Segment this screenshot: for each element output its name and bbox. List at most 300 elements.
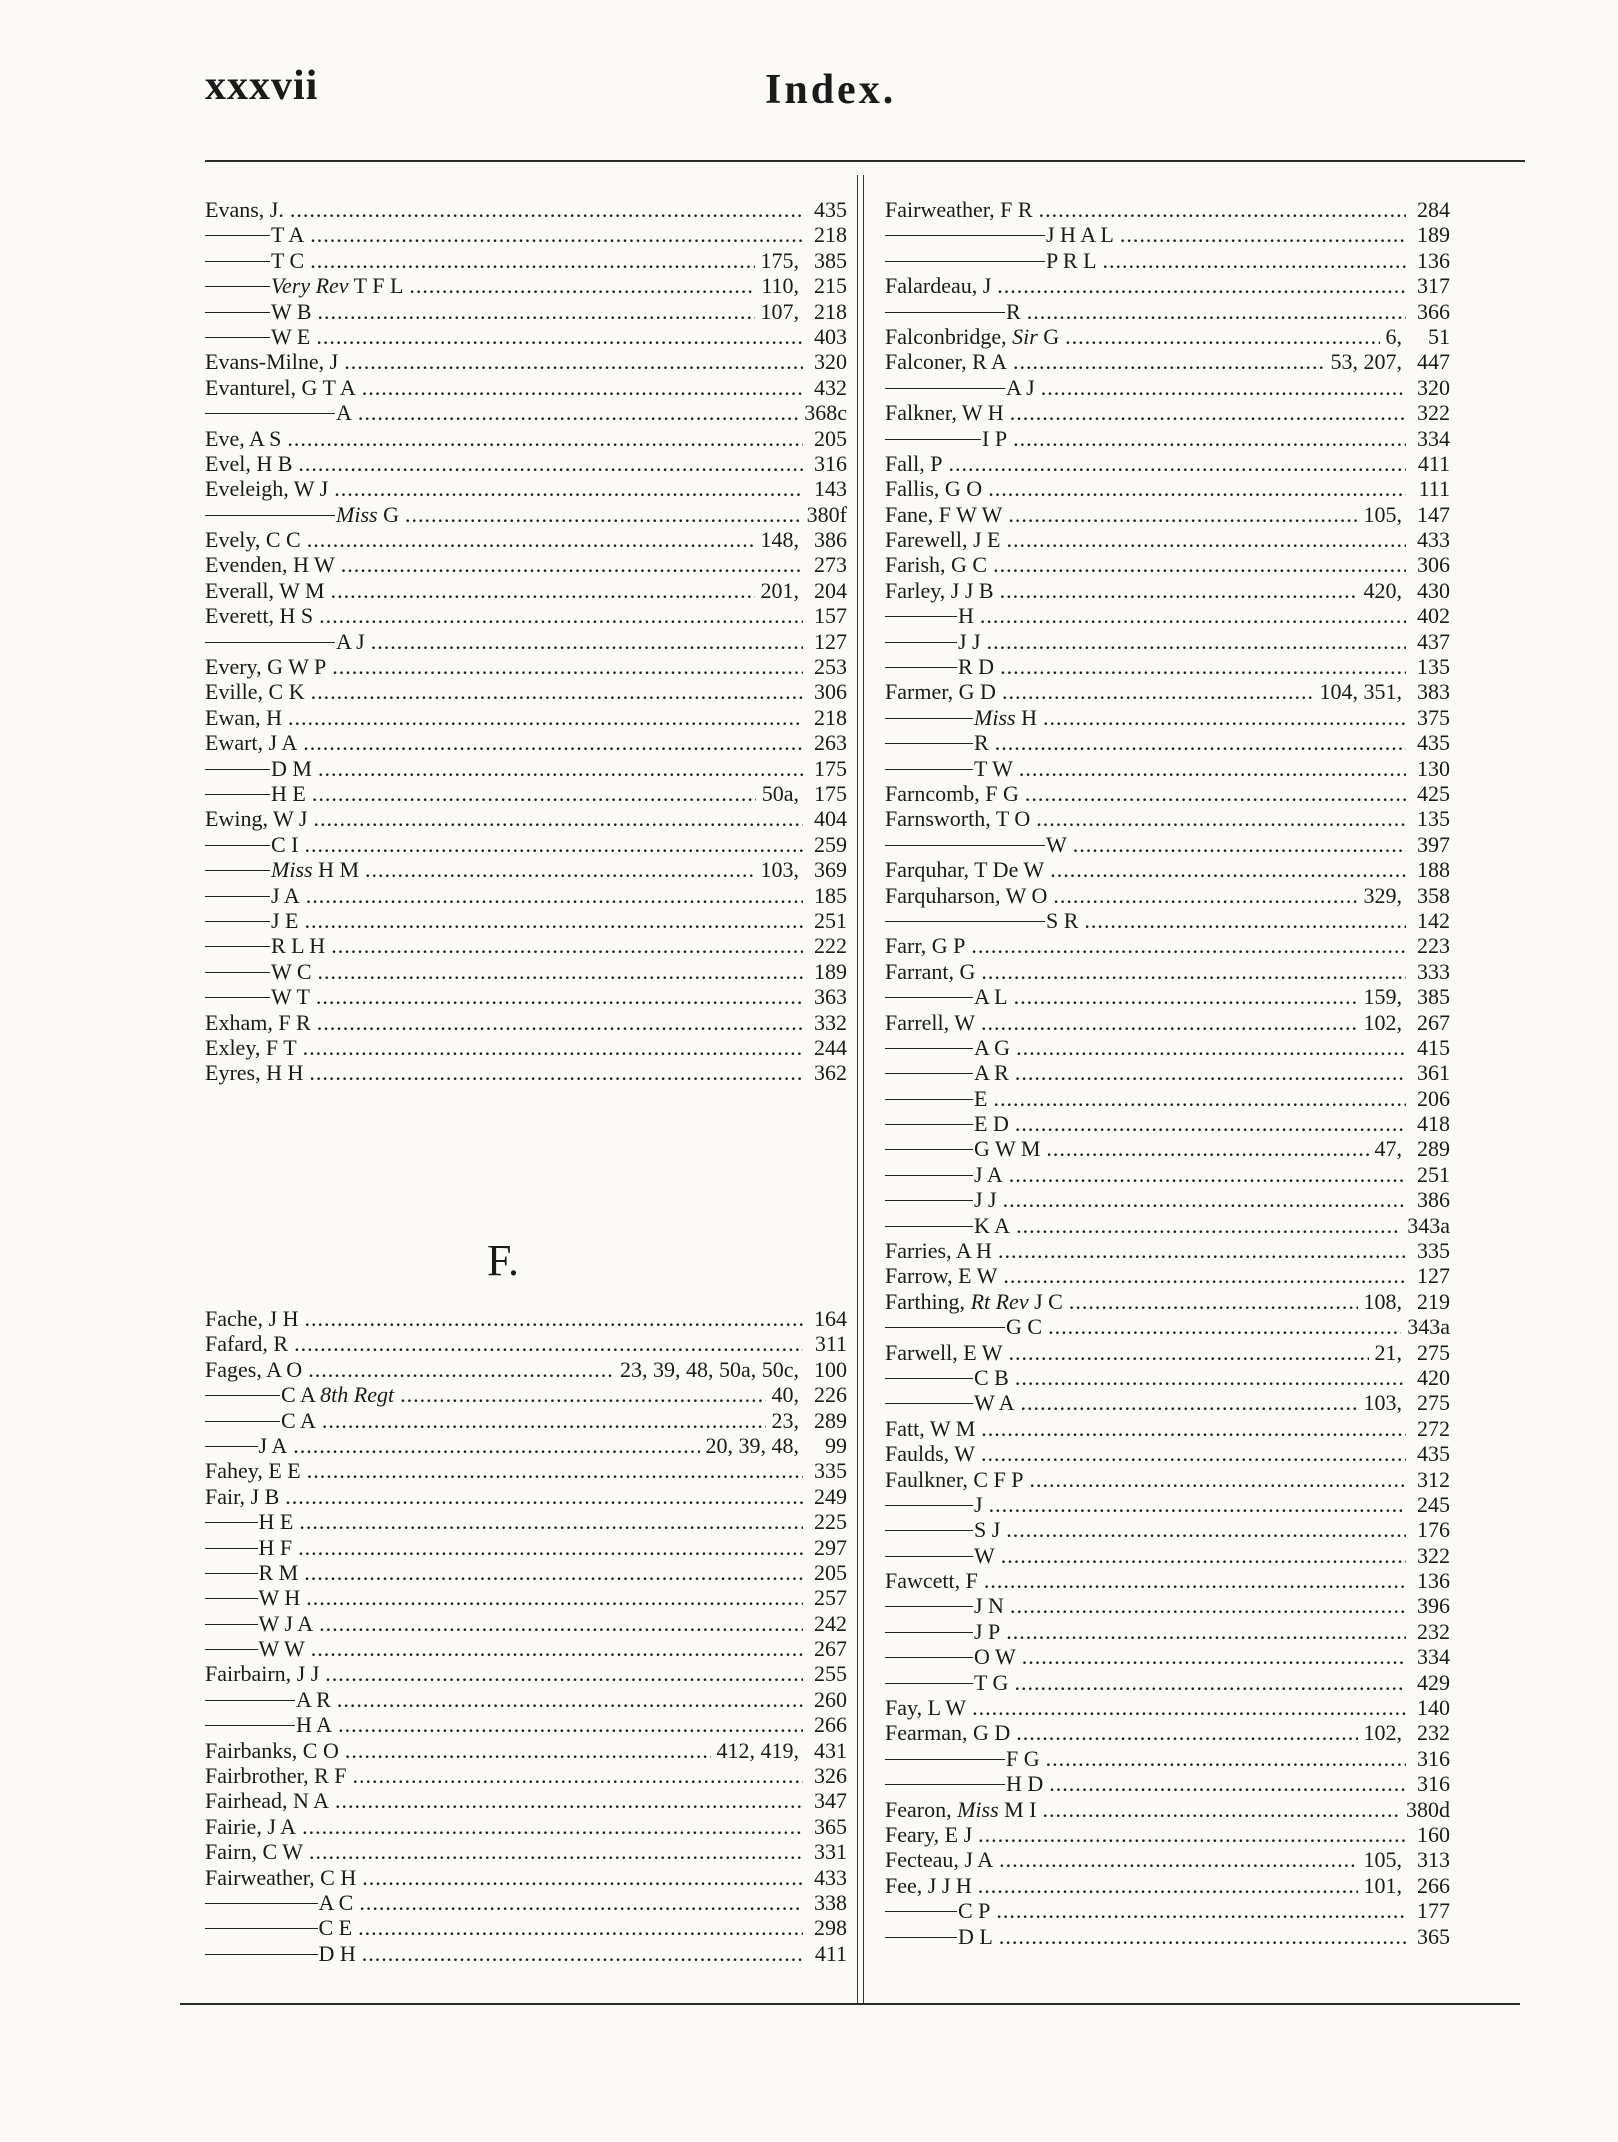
entry-name: Farley, J J B bbox=[885, 577, 994, 603]
index-entry bbox=[885, 984, 1450, 1009]
index-entry bbox=[205, 933, 847, 958]
entry-name: Miss G bbox=[336, 501, 399, 527]
index-entry bbox=[205, 299, 847, 324]
ledger-dash bbox=[205, 1598, 258, 1599]
leader-dots bbox=[981, 1416, 1406, 1441]
index-entry bbox=[205, 1712, 847, 1737]
entry-page: 326 bbox=[814, 1763, 847, 1789]
leader-dots bbox=[972, 1695, 1406, 1720]
entry-page: 275 bbox=[1417, 1339, 1450, 1365]
ledger-dash bbox=[205, 1421, 280, 1422]
index-entry bbox=[885, 883, 1450, 908]
entry-page: 222 bbox=[814, 933, 847, 959]
leader-dots bbox=[1006, 1517, 1406, 1542]
entry-page: 306 bbox=[814, 679, 847, 705]
left-column bbox=[205, 197, 847, 1086]
leader-dots bbox=[1043, 705, 1406, 730]
entry-page: 411 bbox=[1417, 450, 1450, 476]
entry-name: Fairbanks, C O bbox=[205, 1737, 339, 1763]
entry-page: 176 bbox=[1417, 1517, 1450, 1543]
entry-page: 368c bbox=[804, 400, 847, 426]
index-entry bbox=[205, 1060, 847, 1085]
entry-name: R M bbox=[258, 1559, 299, 1585]
entry-name: A bbox=[336, 400, 352, 426]
entry-page: 259 bbox=[814, 831, 847, 857]
entry-name: H bbox=[958, 603, 974, 629]
leader-dots bbox=[316, 984, 803, 1009]
entry-page: 273 bbox=[814, 552, 847, 578]
ledger-dash bbox=[885, 261, 1045, 262]
entry-page: 331 bbox=[814, 1839, 847, 1865]
ledger-dash bbox=[885, 1378, 973, 1379]
entry-name: J N bbox=[974, 1593, 1004, 1619]
page-number: xxxvii bbox=[205, 63, 319, 109]
leader-dots bbox=[1009, 1162, 1406, 1187]
index-entry bbox=[205, 1915, 847, 1940]
index-entry bbox=[885, 1416, 1450, 1441]
ledger-dash bbox=[205, 337, 270, 338]
entry-extra-pages: 50a, bbox=[761, 780, 799, 806]
ledger-dash bbox=[885, 235, 1045, 236]
ledger-dash bbox=[885, 1632, 973, 1633]
index-entry bbox=[205, 756, 847, 781]
entry-page: 257 bbox=[814, 1585, 847, 1611]
entry-name: T W bbox=[974, 755, 1013, 781]
entry-name: D L bbox=[958, 1923, 993, 1949]
ledger-dash bbox=[205, 312, 270, 313]
entry-name: Everett, H S bbox=[205, 603, 314, 629]
leader-dots bbox=[1006, 527, 1406, 552]
leader-dots bbox=[1002, 679, 1314, 704]
entry-title: Rt Rev bbox=[970, 1288, 1029, 1314]
right-column bbox=[885, 197, 1450, 1949]
ledger-dash bbox=[205, 946, 270, 947]
entry-extra-pages: 412, 419, bbox=[716, 1737, 799, 1763]
ledger-dash bbox=[205, 1548, 258, 1549]
entry-name: H D bbox=[1006, 1771, 1044, 1797]
leader-dots bbox=[362, 1941, 803, 1966]
index-entry bbox=[885, 400, 1450, 425]
leader-dots bbox=[409, 273, 755, 298]
leader-dots bbox=[1049, 1771, 1406, 1796]
entry-name: C P bbox=[958, 1898, 991, 1924]
entry-name: Faulkner, C F P bbox=[885, 1466, 1024, 1492]
leader-dots bbox=[362, 1865, 803, 1890]
entry-name: Evely, C C bbox=[205, 527, 301, 553]
entry-name: G W M bbox=[974, 1136, 1041, 1162]
index-entry bbox=[205, 984, 847, 1009]
entry-name: Ewan, H bbox=[205, 704, 282, 730]
entry-extra-pages: 107, bbox=[760, 298, 799, 324]
entry-name: A J bbox=[336, 628, 365, 654]
leader-dots bbox=[353, 1763, 804, 1788]
index-entry bbox=[885, 426, 1450, 451]
entry-name: J P bbox=[974, 1618, 1001, 1644]
entry-page: 433 bbox=[814, 1864, 847, 1890]
entry-extra-pages: 105, bbox=[1363, 501, 1402, 527]
entry-name: J J bbox=[974, 1187, 997, 1213]
index-entry bbox=[205, 1535, 847, 1560]
entry-page: 313 bbox=[1417, 1847, 1450, 1873]
leader-dots bbox=[995, 730, 1406, 755]
entry-name: R bbox=[1006, 298, 1021, 324]
index-entry bbox=[205, 1687, 847, 1712]
index-entry bbox=[205, 222, 847, 247]
section-heading-f: F. bbox=[487, 1236, 519, 1285]
entry-extra-pages: 110, bbox=[761, 273, 799, 299]
ledger-dash bbox=[205, 845, 270, 846]
leader-dots bbox=[308, 1357, 614, 1382]
page-title: Index. bbox=[765, 67, 897, 113]
ledger-dash bbox=[885, 1657, 973, 1658]
index-entry bbox=[205, 1636, 847, 1661]
entry-name: H E bbox=[258, 1509, 294, 1535]
leader-dots bbox=[1001, 1543, 1406, 1568]
entry-page: 363 bbox=[814, 984, 847, 1010]
index-entry bbox=[885, 756, 1450, 781]
entry-page: 218 bbox=[814, 222, 847, 248]
leader-dots bbox=[988, 476, 1406, 501]
entry-page: 100 bbox=[814, 1356, 847, 1382]
entry-page: 267 bbox=[1417, 1009, 1450, 1035]
index-entry bbox=[885, 959, 1450, 984]
entry-page: 437 bbox=[1417, 628, 1450, 654]
entry-name: Farwell, E W bbox=[885, 1339, 1003, 1365]
entry-name: Evenden, H W bbox=[205, 552, 335, 578]
ledger-dash bbox=[885, 1073, 973, 1074]
leader-dots bbox=[306, 1585, 803, 1610]
entry-page: 333 bbox=[1417, 958, 1450, 984]
leader-dots bbox=[290, 197, 803, 222]
entry-name: Fee, J J H bbox=[885, 1872, 972, 1898]
ledger-dash bbox=[885, 1606, 973, 1607]
entry-title: 8th Regt bbox=[320, 1382, 395, 1408]
leader-dots bbox=[293, 1433, 699, 1458]
entry-extra-pages: 102, bbox=[1363, 1720, 1402, 1746]
index-entry bbox=[885, 1822, 1450, 1847]
entry-page: 403 bbox=[814, 323, 847, 349]
leader-dots bbox=[310, 248, 754, 273]
entry-name: J H A L bbox=[1046, 222, 1114, 248]
entry-page: 433 bbox=[1417, 527, 1450, 553]
entry-page: 226 bbox=[814, 1382, 847, 1408]
ledger-dash bbox=[205, 1954, 318, 1955]
entry-name: Fairie, J A bbox=[205, 1813, 297, 1839]
entry-page: 380f bbox=[806, 501, 847, 527]
index-entry bbox=[205, 1010, 847, 1035]
index-entry bbox=[885, 1263, 1450, 1288]
index-entry bbox=[205, 959, 847, 984]
entry-name: Fairbrother, R F bbox=[205, 1763, 347, 1789]
index-entry bbox=[205, 679, 847, 704]
leader-dots bbox=[978, 1873, 1358, 1898]
index-entry bbox=[205, 1035, 847, 1060]
entry-page: 430 bbox=[1417, 577, 1450, 603]
entry-extra-pages: 23, 39, 48, 50a, 50c, bbox=[619, 1356, 799, 1382]
index-entry bbox=[885, 1390, 1450, 1415]
index-entry bbox=[885, 248, 1450, 273]
index-entry bbox=[205, 502, 847, 527]
ledger-dash bbox=[885, 642, 957, 643]
entry-page: 411 bbox=[814, 1940, 847, 1966]
entry-page: 205 bbox=[814, 425, 847, 451]
entry-name: Fairhead, N A bbox=[205, 1788, 330, 1814]
ledger-dash bbox=[885, 921, 1045, 922]
entry-name: W T bbox=[271, 984, 310, 1010]
index-entry bbox=[205, 1611, 847, 1636]
index-entry bbox=[885, 1593, 1450, 1618]
leader-dots bbox=[405, 502, 801, 527]
entry-page: 99 bbox=[825, 1432, 847, 1458]
entry-page: 136 bbox=[1417, 247, 1450, 273]
entry-name: Falconbridge, Sir G bbox=[885, 323, 1060, 349]
leader-dots bbox=[997, 273, 1406, 298]
index-entry bbox=[885, 527, 1450, 552]
entry-name: Farrow, E W bbox=[885, 1263, 998, 1289]
index-entry bbox=[885, 273, 1450, 298]
entry-page: 242 bbox=[814, 1610, 847, 1636]
entry-page: 255 bbox=[814, 1661, 847, 1687]
index-entry bbox=[205, 857, 847, 882]
entry-page: 415 bbox=[1417, 1034, 1450, 1060]
entry-page: 338 bbox=[814, 1889, 847, 1915]
entry-page: 251 bbox=[1417, 1161, 1450, 1187]
entry-name: Farrant, G bbox=[885, 958, 976, 984]
entry-page: 369 bbox=[814, 857, 847, 883]
entry-page: 365 bbox=[1417, 1923, 1450, 1949]
entry-name: Fearman, G D bbox=[885, 1720, 1011, 1746]
entry-page: 366 bbox=[1417, 298, 1450, 324]
index-entry bbox=[885, 1086, 1450, 1111]
leader-dots bbox=[344, 349, 803, 374]
leader-dots bbox=[371, 629, 803, 654]
index-entry bbox=[885, 1517, 1450, 1542]
entry-extra-pages: 20, 39, 48, bbox=[705, 1432, 799, 1458]
leader-dots bbox=[322, 1408, 766, 1433]
entry-page: 418 bbox=[1417, 1111, 1450, 1137]
ledger-dash bbox=[885, 1683, 973, 1684]
leader-dots bbox=[978, 1822, 1406, 1847]
entry-name: J E bbox=[271, 907, 299, 933]
ledger-dash bbox=[885, 1403, 973, 1404]
ledger-dash bbox=[205, 896, 270, 897]
leader-dots bbox=[302, 1814, 803, 1839]
index-entry bbox=[885, 1720, 1450, 1745]
entry-name: F G bbox=[1006, 1745, 1040, 1771]
entry-extra-pages: 6, bbox=[1385, 323, 1402, 349]
index-entry bbox=[885, 476, 1450, 501]
entry-page: 365 bbox=[814, 1813, 847, 1839]
leader-dots bbox=[1043, 1797, 1400, 1822]
entry-page: 320 bbox=[1417, 374, 1450, 400]
entry-page: 316 bbox=[1417, 1771, 1450, 1797]
index-entry bbox=[885, 654, 1450, 679]
index-entry bbox=[885, 1441, 1450, 1466]
index-entry bbox=[885, 1314, 1450, 1339]
index-entry bbox=[885, 1111, 1450, 1136]
entry-page: 429 bbox=[1417, 1669, 1450, 1695]
index-entry bbox=[885, 1543, 1450, 1568]
entry-page: 127 bbox=[1417, 1263, 1450, 1289]
entry-name: Farquharson, W O bbox=[885, 882, 1048, 908]
entry-name: Farquhar, T De W bbox=[885, 857, 1045, 883]
index-entry bbox=[885, 1238, 1450, 1263]
entry-name: O W bbox=[974, 1644, 1016, 1670]
leader-dots bbox=[1015, 1365, 1406, 1390]
leader-dots bbox=[318, 756, 803, 781]
leader-dots bbox=[306, 883, 803, 908]
ledger-dash bbox=[885, 1505, 973, 1506]
leader-dots bbox=[313, 806, 803, 831]
leader-dots bbox=[299, 1509, 803, 1534]
index-entry bbox=[205, 629, 847, 654]
leader-dots bbox=[298, 1535, 803, 1560]
entry-page: 385 bbox=[814, 247, 847, 273]
entry-page: 189 bbox=[814, 958, 847, 984]
ledger-dash bbox=[885, 439, 981, 440]
leader-dots bbox=[319, 603, 803, 628]
leader-dots bbox=[1029, 1467, 1406, 1492]
entry-name: Eyres, H H bbox=[205, 1060, 304, 1086]
index-entry bbox=[205, 1763, 847, 1788]
entry-name: G C bbox=[1006, 1314, 1043, 1340]
entry-name: K A bbox=[974, 1212, 1011, 1238]
leader-dots bbox=[294, 1331, 803, 1356]
leader-dots bbox=[318, 299, 755, 324]
entry-page: 343a bbox=[1407, 1314, 1450, 1340]
ledger-dash bbox=[205, 1395, 280, 1396]
entry-name: Evanturel, G T A bbox=[205, 374, 356, 400]
entry-page: 361 bbox=[1417, 1060, 1450, 1086]
leader-dots bbox=[334, 476, 803, 501]
ledger-dash bbox=[885, 1784, 1005, 1785]
entry-page: 251 bbox=[814, 907, 847, 933]
leader-dots bbox=[309, 1839, 803, 1864]
entry-name: W C bbox=[271, 958, 312, 984]
entry-name: W bbox=[974, 1542, 995, 1568]
index-entry bbox=[205, 349, 847, 374]
index-entry bbox=[205, 1890, 847, 1915]
entry-name: Exham, F R bbox=[205, 1009, 311, 1035]
leader-dots bbox=[307, 527, 755, 552]
entry-name: Everall, W M bbox=[205, 577, 325, 603]
index-entry bbox=[205, 552, 847, 577]
index-entry bbox=[885, 197, 1450, 222]
index-entry bbox=[205, 1408, 847, 1433]
entry-page: 431 bbox=[814, 1737, 847, 1763]
entry-page: 316 bbox=[814, 450, 847, 476]
entry-name: Falkner, W H bbox=[885, 400, 1004, 426]
entry-extra-pages: 47, bbox=[1374, 1136, 1402, 1162]
index-entry bbox=[205, 1484, 847, 1509]
entry-name: C I bbox=[271, 831, 299, 857]
index-entry bbox=[205, 1458, 847, 1483]
entry-page: 289 bbox=[814, 1407, 847, 1433]
index-entry bbox=[885, 299, 1450, 324]
leader-dots bbox=[999, 1847, 1357, 1872]
ledger-dash bbox=[205, 794, 270, 795]
ledger-dash bbox=[885, 1911, 957, 1912]
entry-page: 322 bbox=[1417, 1542, 1450, 1568]
index-entry bbox=[205, 476, 847, 501]
leader-dots bbox=[1015, 1111, 1406, 1136]
entry-page: 306 bbox=[1417, 552, 1450, 578]
ledger-dash bbox=[885, 1759, 1005, 1760]
ledger-dash bbox=[205, 515, 335, 516]
entry-name: Farncomb, F G bbox=[885, 780, 1019, 806]
bottom-rule bbox=[180, 2003, 1520, 2005]
entry-name: Very Rev T F L bbox=[271, 273, 404, 299]
index-entry bbox=[205, 1738, 847, 1763]
leader-dots bbox=[298, 451, 803, 476]
entry-name: Miss H M bbox=[271, 857, 360, 883]
index-entry bbox=[885, 1289, 1450, 1314]
entry-name: I P bbox=[982, 425, 1008, 451]
entry-extra-pages: 23, bbox=[771, 1407, 799, 1433]
entry-name: H F bbox=[258, 1534, 293, 1560]
entry-page: 215 bbox=[814, 273, 847, 299]
entry-page: 343a bbox=[1407, 1212, 1450, 1238]
entry-name: Fages, A O bbox=[205, 1356, 303, 1382]
entry-page: 249 bbox=[814, 1483, 847, 1509]
entry-name: J A bbox=[974, 1161, 1003, 1187]
entry-title: Very Rev bbox=[271, 273, 349, 299]
ledger-dash bbox=[205, 1649, 258, 1650]
entry-name: S R bbox=[1046, 907, 1079, 933]
entry-name: Fair, J B bbox=[205, 1483, 280, 1509]
entry-extra-pages: 420, bbox=[1363, 577, 1402, 603]
leader-dots bbox=[1003, 1263, 1406, 1288]
entry-extra-pages: 53, 207, bbox=[1330, 349, 1402, 375]
index-entry bbox=[885, 375, 1450, 400]
entry-page: 317 bbox=[1417, 273, 1450, 299]
index-entry bbox=[205, 400, 847, 425]
leader-dots bbox=[1013, 349, 1325, 374]
entry-name: Farish, G C bbox=[885, 552, 988, 578]
leader-dots bbox=[1027, 299, 1406, 324]
index-entry bbox=[205, 451, 847, 476]
entry-page: 312 bbox=[1417, 1466, 1450, 1492]
leader-dots bbox=[1046, 1136, 1368, 1161]
entry-name: Feary, E J bbox=[885, 1822, 973, 1847]
leader-dots bbox=[1006, 1619, 1406, 1644]
index-entry bbox=[205, 1941, 847, 1966]
index-entry bbox=[885, 1568, 1450, 1593]
ledger-dash bbox=[885, 1149, 973, 1150]
leader-dots bbox=[1016, 1720, 1357, 1745]
top-rule bbox=[205, 160, 1525, 162]
entry-name: Falconer, R A bbox=[885, 349, 1007, 375]
ledger-dash bbox=[885, 1175, 973, 1176]
entry-name: E bbox=[974, 1085, 988, 1111]
entry-extra-pages: 329, bbox=[1363, 882, 1402, 908]
entry-page: 188 bbox=[1417, 857, 1450, 883]
entry-page: 223 bbox=[1417, 933, 1450, 959]
leader-dots bbox=[303, 730, 803, 755]
entry-page: 253 bbox=[814, 654, 847, 680]
entry-page: 185 bbox=[814, 882, 847, 908]
entry-page: 147 bbox=[1417, 501, 1450, 527]
entry-page: 135 bbox=[1417, 654, 1450, 680]
entry-name: W H bbox=[258, 1585, 301, 1611]
leader-dots bbox=[993, 552, 1406, 577]
leader-dots bbox=[998, 1238, 1406, 1263]
leader-dots bbox=[311, 679, 803, 704]
entry-name: Fairbairn, J J bbox=[205, 1661, 320, 1687]
leader-dots bbox=[317, 1010, 803, 1035]
leader-dots bbox=[1048, 1314, 1401, 1339]
leader-dots bbox=[989, 1492, 1406, 1517]
